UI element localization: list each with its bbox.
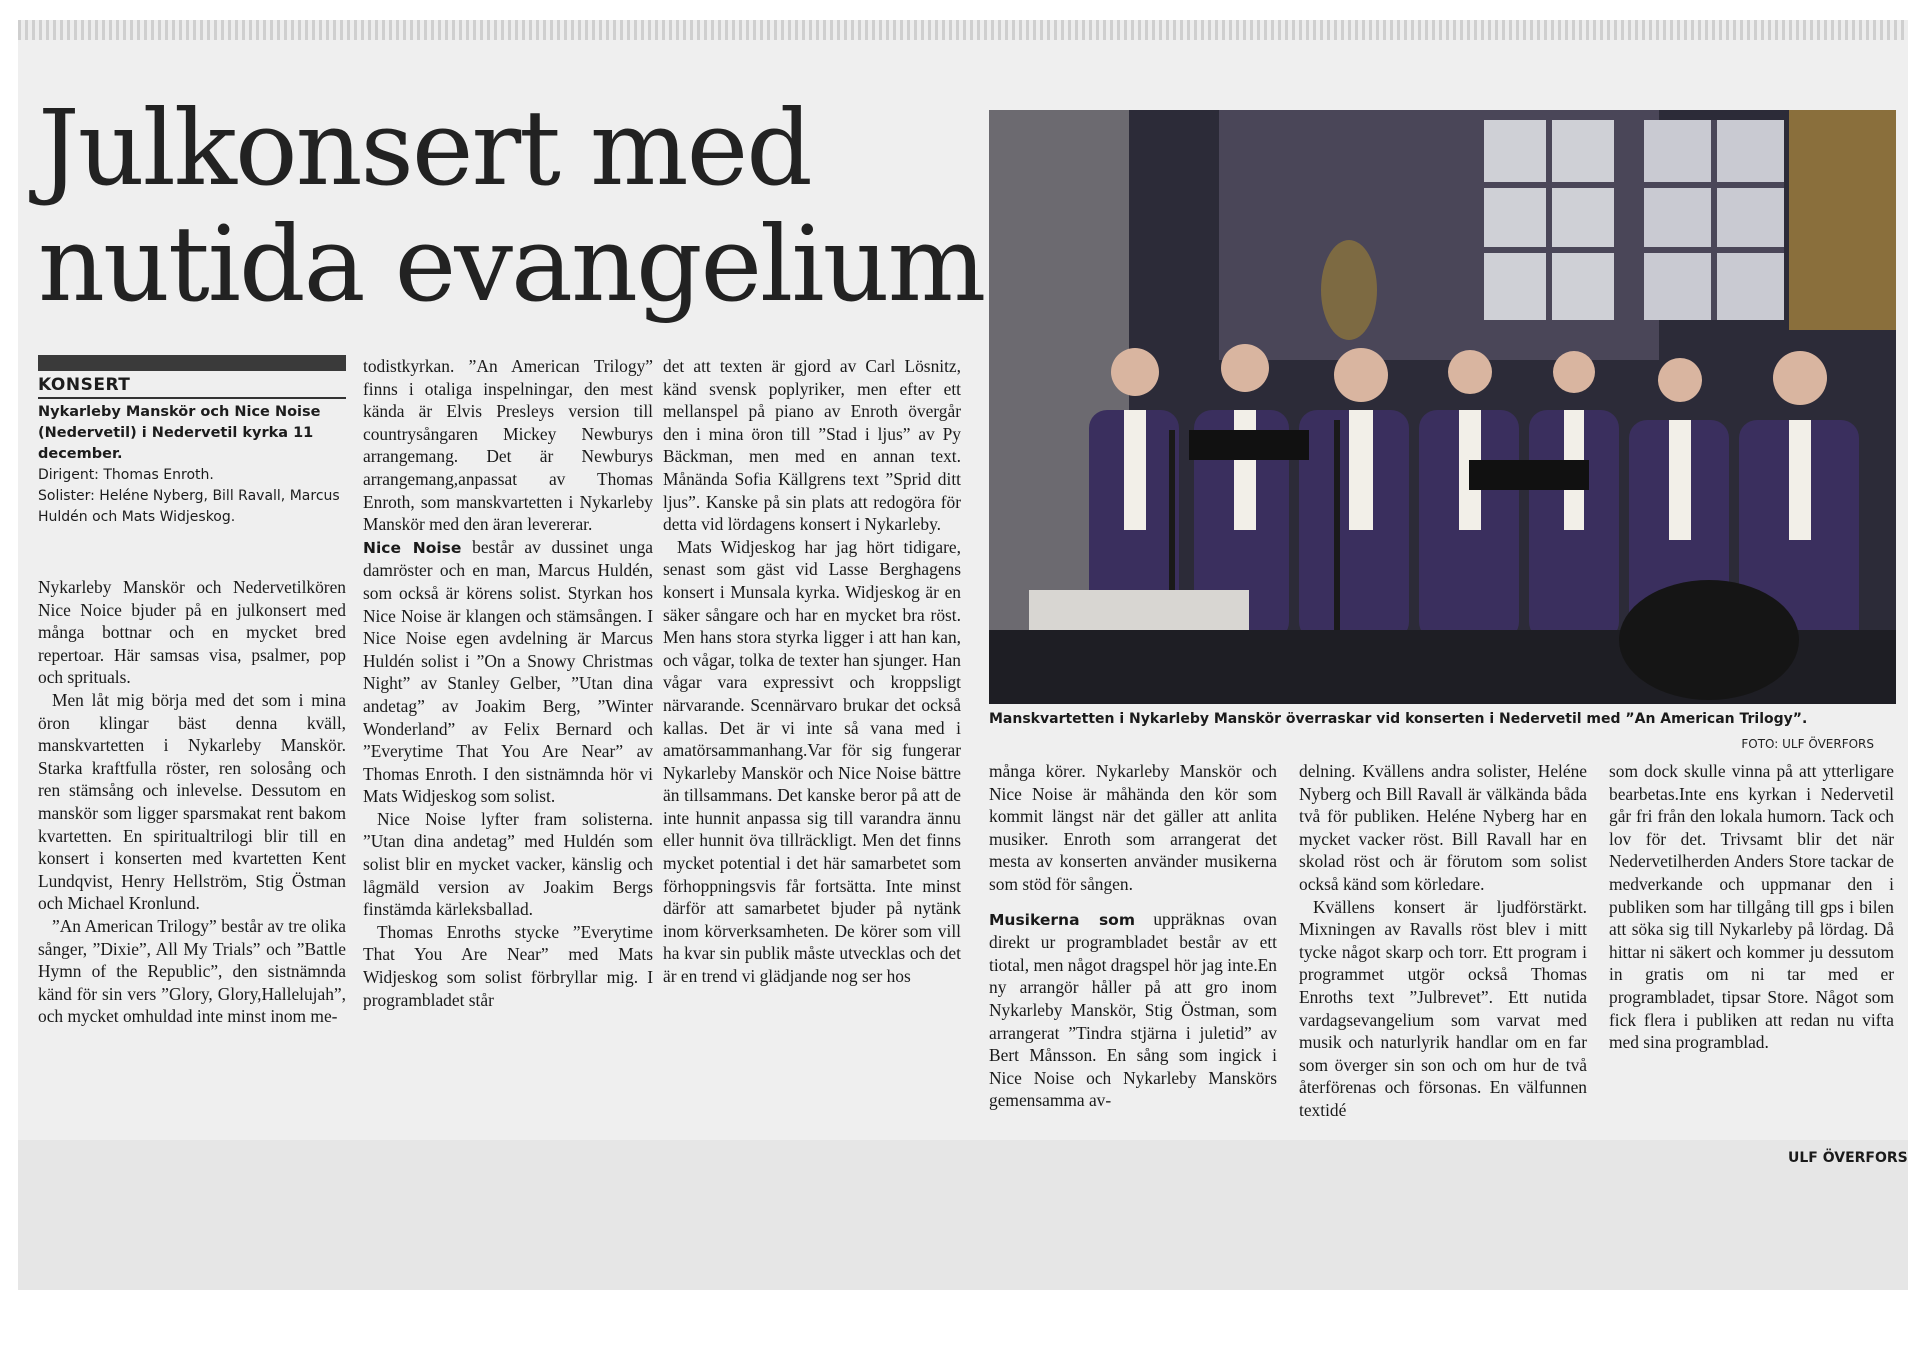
byline: ULF ÖVERFORS — [1788, 1150, 1908, 1166]
body-paragraph: Men låt mig börja med det som i mina öron klingar bäst denna kväll, manskvartetten i Nykarleby Manskör. Starka kraftfulla röster, ren solosång och ren stämsång och inlevelse. Dessutom en manskör som ligger sparsmakat rent bakom kvartetten. En spiritualtrilogi blir till en konsert i konserten med kvartetten Kent Lundqvist, Henry Hellström, Stig Östman och Michael Kronlund. — [38, 689, 346, 914]
concert-photo — [989, 110, 1896, 704]
factbox-lead: Nykarleby Manskör och Nice Noise (Nedervetil) i Nedervetil kyrka 11 december. — [38, 404, 321, 462]
body-paragraph: Nykarleby Manskör och Nedervetilkören Nice Noice bjuder på en julkonsert med många bottnar och en mycket bred repertoar. Här samsas visa, psalmer, pop och sprituals. — [38, 577, 346, 688]
article-column-3 — [663, 355, 961, 988]
factbox-conductor: Dirigent: Thomas Enroth. — [38, 467, 214, 483]
body-paragraph: Mats Widjeskog har jag hört tidigare, senast som gäst vid Lasse Berghagens konsert i Munsala kyrka. Widjeskog är en säker sångare och har en mycket bra röst. Men hans stora styrka ligger i att han kan, och vågar, tolka de texter han sjunger. Han vågar vara expressivt och kroppsligt närvarande. Scennärvaro brukar det också kallas. Det är vi inte så vana med i amatörsammanhang.Var för sig fungerar Nykarleby Manskör och Nice Noise bättre än tillsammans. Det kanske beror på att de inte hunnit anpassa sig till varandra ännu eller hunnit öva tillräckligt. Men det finns mycket potential i det här samarbetet som förhoppningsvis får fortsätta. Inte minst därför att samarbetet bjuder på nytänk inom körverksamheten. De körer som vill ha kvar sin publik måste utvecklas och det är en trend vi glädjande nog ser hos — [663, 536, 961, 987]
body-paragraph: många körer. Nykarleby Manskör och Nice Noise är måhända den kör som kommit längst när det gäller att anlita musiker. Enroth som arrangerat det mesta av konserten använder musikerna som stöd för sången. — [989, 761, 1277, 894]
body-paragraph: ”An American Trilogy” består av tre olika sånger, ”Dixie”, All My Trials” och ”Battle Hymn of the Republic”, den sistnämnda känd för sin vers ”Glory, Glory,Hallelujah”, och mycket omhuldad inte minst inom me- — [38, 915, 346, 1027]
headline: Julkonsert med nutida evangelium — [38, 87, 985, 325]
scan-bottom-band — [18, 1140, 1908, 1290]
body-paragraph: Nice Noise lyfter fram solisterna. ”Utan dina andetag” med Huldén som solist blir en mycket vacker, känslig och lågmäld version av Joakim Bergs finstämda kärleksballad. — [363, 808, 653, 920]
previous-page-bleed — [18, 20, 1908, 40]
article-column-4 — [989, 760, 1277, 1112]
factbox-kicker: KONSERT — [38, 375, 346, 399]
paragraph-lead-in: Musikerna som — [989, 910, 1135, 929]
article-column-2 — [363, 355, 653, 1011]
factbox — [38, 355, 346, 528]
body-paragraph: Kvällens konsert är ljudförstärkt. Mixningen av Ravalls röst blev i mitt tycke något skarp och torr. Ett program i programmet utgör också Thomas Enroths text ”Julbrevet”. Ett nutida vardagsevangelium som varvat med musik och naturlyrik handlar om en far som överger sin son och om hur de två återförenas och försonas. En välfunnen textidé — [1299, 896, 1587, 1120]
body-paragraph: det att texten är gjord av Carl Lösnitz, känd svensk poplyriker, men efter ett mellanspel på piano av Enroth övergår den i mina öron till ”Stad i ljus” av Py Bäckman, men med en annan text. Månända Sofia Källgrens text ”Sprid ditt ljus”. Kanske på sin plats att redogöra för detta vid lördagens konsert i Nykarleby. — [663, 356, 961, 535]
body-paragraph: delning. Kvällens andra solister, Heléne Nyberg och Bill Ravall är välkända båda två för publiken. Heléne Nyberg har en mycket vacker röst. Bill Ravall har en skolad röst och är förutom som solist också känd som körledare. — [1299, 761, 1587, 894]
body-paragraph: Nice Noise består av dussinet unga damröster och en man, Marcus Huldén, som också är körens solist. Styrkan hos Nice Noise är klangen och stämsången. I Nice Noise egen avdelning är Marcus Huldén solist i ”On a Snowy Christmas Night” av Stanley Gelber, ”Utan dina andetag” av Joakim Berg, ”Winter Wonderland” av Felix Bernard och ”Everytime That You Are Near” av Thomas Enroth. I den sistnämnda hör vi Mats Widjeskog som solist. — [363, 536, 653, 807]
article-column-6 — [1609, 760, 1894, 1054]
body-paragraph: Thomas Enroths stycke ”Everytime That You Are Near” med Mats Widjeskog som solist förbryllar mig. I programbladet står — [363, 921, 653, 1010]
body-paragraph: todistkyrkan. ”An American Trilogy” finns i otaliga inspelningar, den mest kända är Elvis Presleys version till countrysångaren Mickey Newburys arrangemang. Det är Newburys arrangemang,anpassat av Thomas Enroth, som manskvartetten i Nykarleby Manskör med den äran levererar. — [363, 356, 653, 535]
article-column-5 — [1299, 760, 1587, 1122]
article-column-1 — [38, 576, 346, 1028]
photo-credit: FOTO: ULF ÖVERFORS — [1741, 737, 1874, 751]
choir-photo-illustration — [989, 110, 1896, 704]
factbox-bar — [38, 355, 346, 371]
body-paragraph: som dock skulle vinna på att ytterligare bearbetas.Inte ens kyrkan i Nedervetil går fri från den lokala humorn. Tack och lov för det. Trivsamt blir det när Nedervetilherden Anders Store tackar de medverkande och uppmanar den i publiken som har tillgång till gps i bilen att söka sig till Nykarleby på lördag. Då hittar ni säkert och kommer ju dessutom in gratis om ni tar med er programbladet, tipsar Store. Något som fick flera i publiken att redan nu vifta med sina programblad. — [1609, 761, 1894, 1053]
body-paragraph: Musikerna som uppräknas ovan direkt ur programbladet består av ett tiotal, men något dragspel hör jag inte.En ny arrangör håller på att gro inom Nykarleby Manskör, Stig Östman, som arrangerat ”Tindra stjärna i juletid” av Bert Månsson. En sång som ingick i Nice Noise och Nykarleby Manskörs gemensamma av- — [989, 908, 1277, 1111]
factbox-soloists: Solister: Heléne Nyberg, Bill Ravall, Marcus Huldén och Mats Widjeskog. — [38, 488, 340, 525]
newspaper-clipping — [18, 20, 1908, 1290]
paragraph-lead-in: Nice Noise — [363, 538, 462, 557]
photo-caption: Manskvartetten i Nykarleby Manskör överraskar vid konserten i Nedervetil med ”An American Trilogy”. — [989, 711, 1808, 727]
